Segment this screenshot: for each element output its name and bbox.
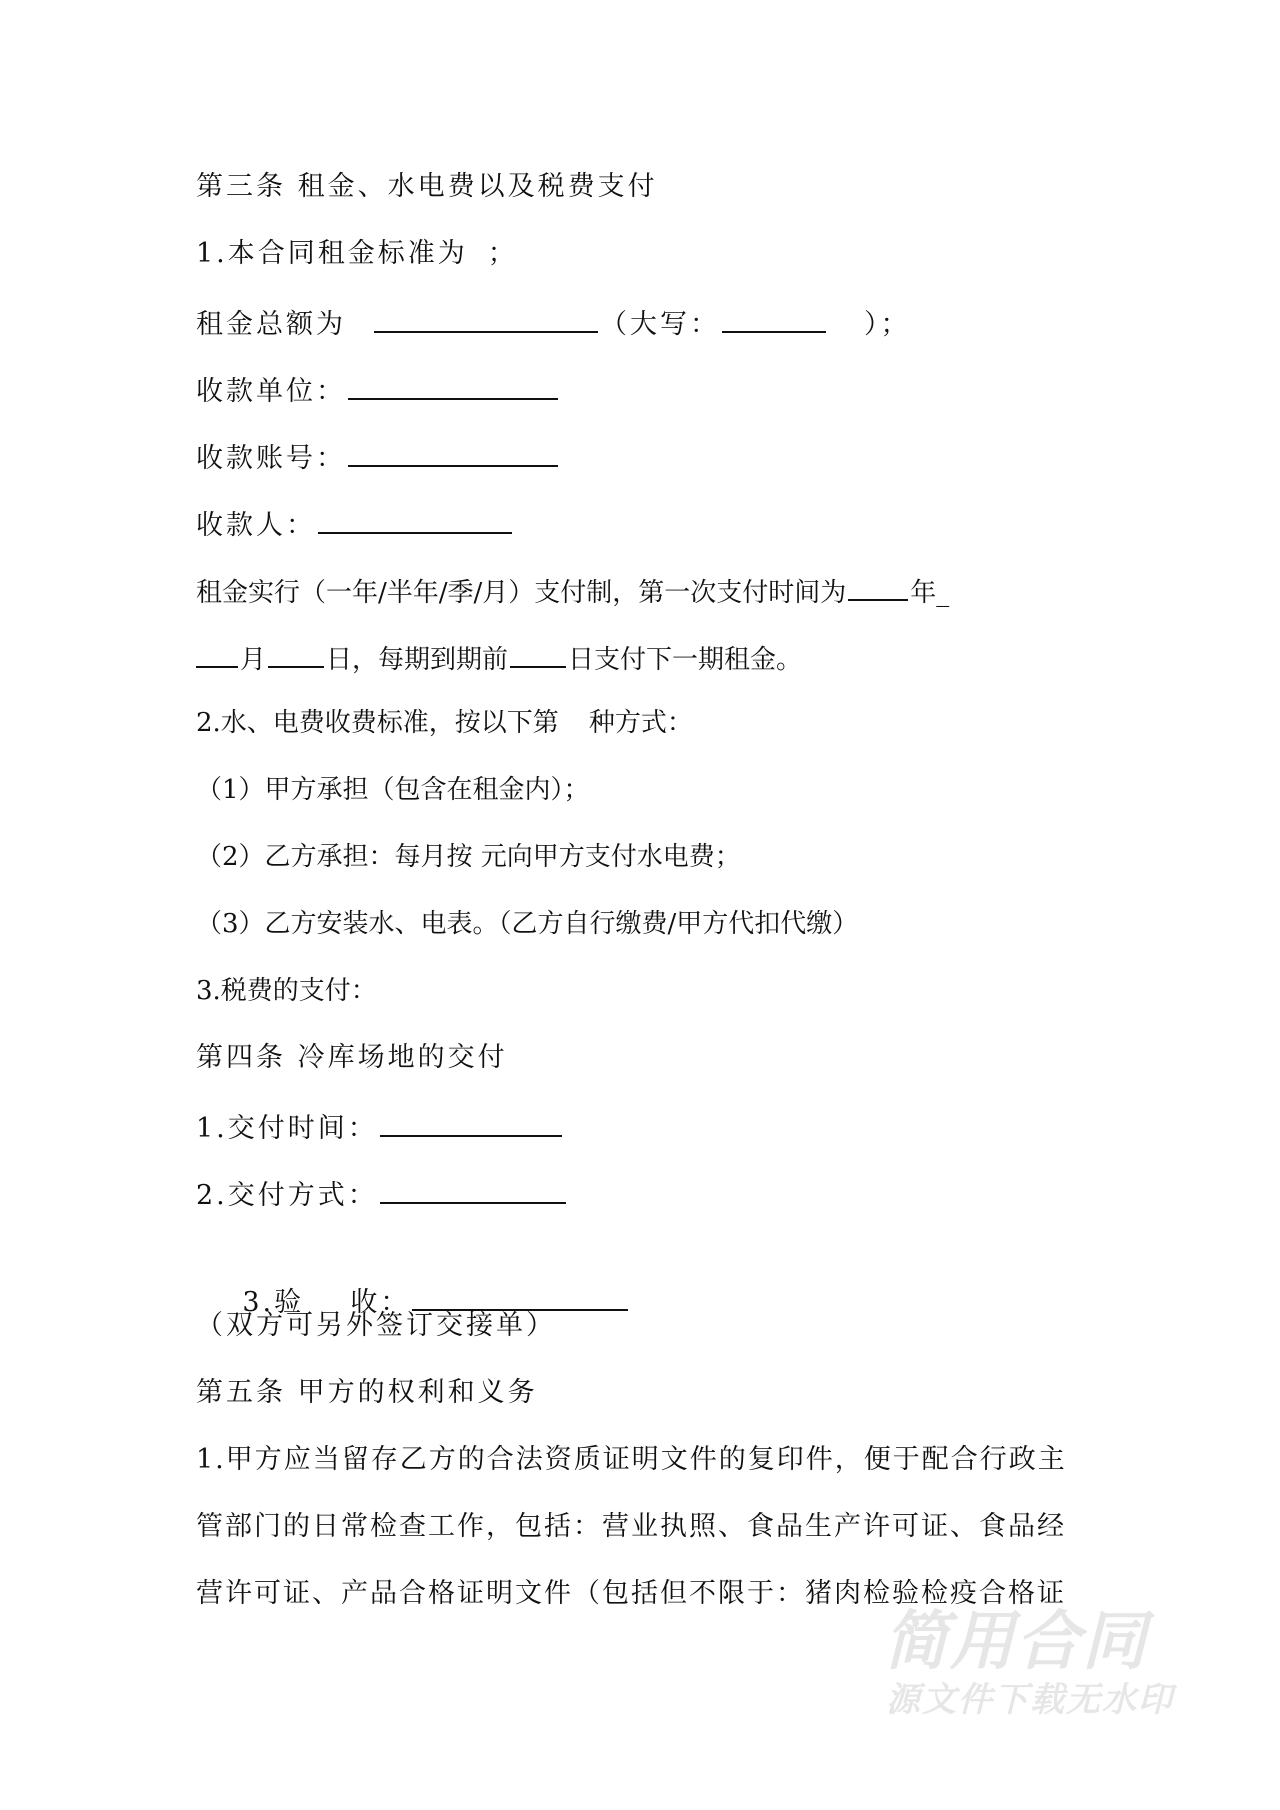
utilities-option-2: （2）乙方承担：每月按 元向甲方支付水电费； xyxy=(196,842,741,872)
delivery-method-blank[interactable] xyxy=(380,1172,566,1204)
article3-heading: 第三条 租金、水电费以及税费支付 xyxy=(196,171,658,202)
payment-cycle-line-2 xyxy=(196,636,802,676)
utilities-option-1: （1）甲方承担（包含在租金内）； xyxy=(196,775,590,805)
utilities-heading-suffix: 种方式： xyxy=(588,708,693,738)
first-payment-day-blank[interactable] xyxy=(268,636,324,668)
rent-total-blank[interactable] xyxy=(374,301,598,333)
delivery-method-label: 2.交付方式： xyxy=(196,1180,378,1211)
payee-unit-label: 收款单位： xyxy=(196,376,346,407)
delivery-time-label: 1.交付时间： xyxy=(196,1113,378,1144)
payment-cycle-text: 租金实行（一年/半年/季/月）支付制，第一次支付时间为 xyxy=(196,578,847,608)
payee-account-blank[interactable] xyxy=(348,435,558,467)
watermark-slogan: 源文件下载无水印 xyxy=(886,1680,1174,1720)
delivery-method-line xyxy=(196,1172,568,1212)
article4-heading: 第四条 冷库场地的交付 xyxy=(196,1042,508,1073)
utilities-option-3: （3）乙方安装水、电表。（乙方自行缴费/甲方代扣代缴） xyxy=(196,909,859,939)
handover-note: （双方可另外签订交接单） xyxy=(196,1310,556,1341)
utilities-heading-line xyxy=(196,703,693,743)
payee-unit-blank[interactable] xyxy=(348,368,558,400)
payee-unit-line xyxy=(196,368,560,408)
article5-para-line-3: 营许可证、产品合格证明文件（包括但不限于：猪肉检验检疫合格证 xyxy=(196,1578,1066,1609)
day-text: 日，每期到期前 xyxy=(326,645,509,675)
payee-line xyxy=(196,502,514,542)
year-tail: _ xyxy=(936,578,950,608)
article5-para-line-2: 管部门的日常检查工作，包括：营业执照、食品生产许可证、食品经 xyxy=(196,1511,1066,1542)
rent-total-uppercase-close: ）； xyxy=(864,309,911,340)
days-before-due-blank[interactable] xyxy=(510,636,566,668)
payee-account-label: 收款账号： xyxy=(196,443,346,474)
article5-para-line-1: 1.甲方应当留存乙方的合法资质证明文件的复印件，便于配合行政主 xyxy=(196,1444,1067,1475)
rent-total-line xyxy=(196,301,911,341)
article5-heading: 第五条 甲方的权利和义务 xyxy=(196,1377,538,1408)
rent-standard-label: 1.本合同租金标准为 xyxy=(196,238,468,269)
rent-total-label: 租金总额为 xyxy=(196,309,346,340)
payee-label: 收款人： xyxy=(196,510,316,541)
acceptance-label: 3.验 收： xyxy=(242,1287,411,1318)
utilities-heading-prefix: 2.水、电费收费标准，按以下第 xyxy=(196,708,559,738)
watermark-brand: 简用合同 xyxy=(884,1605,1148,1679)
first-payment-year-blank[interactable] xyxy=(848,569,908,601)
rent-standard-line xyxy=(196,234,518,274)
delivery-time-line xyxy=(196,1105,564,1145)
month-label: 月 xyxy=(240,645,267,675)
rent-total-uppercase-open: （大写： xyxy=(600,309,720,340)
year-label: 年 xyxy=(910,578,937,608)
tax-payment-line: 3.税费的支付： xyxy=(196,976,377,1006)
first-payment-month-blank[interactable] xyxy=(196,636,238,668)
payee-blank[interactable] xyxy=(318,502,512,534)
payment-cycle-line-1 xyxy=(196,569,949,609)
delivery-time-blank[interactable] xyxy=(380,1105,562,1137)
rent-total-uppercase-blank[interactable] xyxy=(722,301,826,333)
payee-account-line xyxy=(196,435,560,475)
acceptance-line xyxy=(196,1239,630,1318)
payment-end-text: 日支付下一期租金。 xyxy=(568,645,803,675)
rent-standard-suffix: ； xyxy=(487,238,518,269)
